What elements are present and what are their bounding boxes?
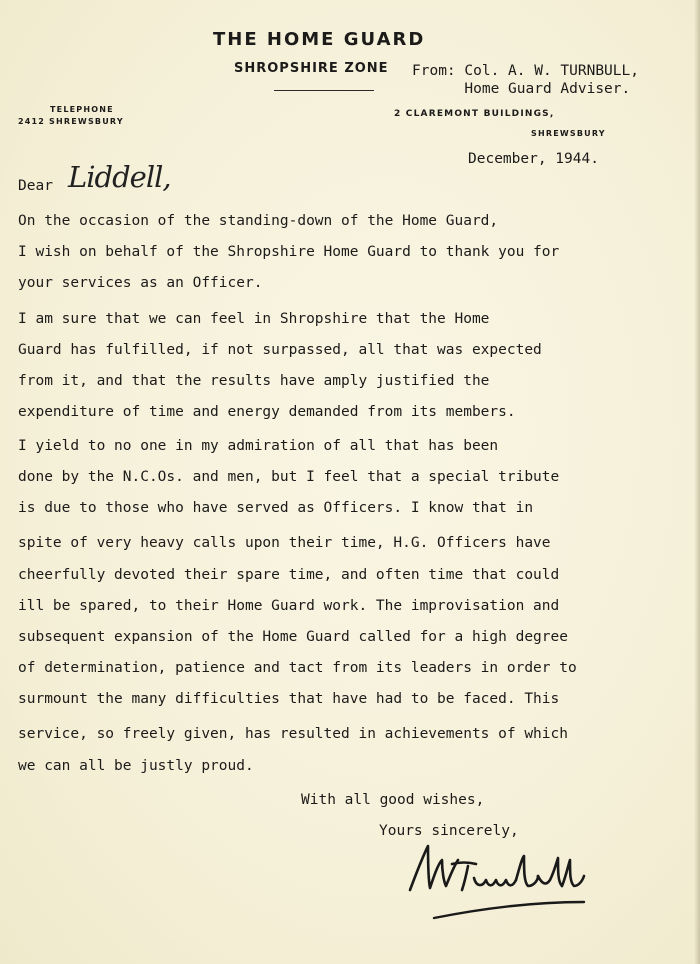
body-line: ill be spared, to their Home Guard work. The improvisation and (18, 598, 560, 614)
closing: With all good wishes, (301, 792, 485, 808)
telephone-number: 2412 SHREWSBURY (18, 117, 124, 126)
body-line: spite of very heavy calls upon their time, H.G. Officers have (18, 535, 551, 551)
letterhead-zone: SHROPSHIRE ZONE (234, 61, 389, 76)
body-line: is due to those who have served as Officers. I know that in (18, 500, 534, 516)
body-line: expenditure of time and energy demanded from its members. (18, 404, 516, 420)
letterhead-title: THE HOME GUARD (213, 29, 426, 50)
body-line: surmount the many difficulties that have had to be faced. This (18, 691, 560, 707)
body-line: I yield to no one in my admiration of all that has been (18, 438, 499, 454)
body-line: from it, and that the results have amply justified the (18, 373, 490, 389)
address-line-1: 2 CLAREMONT BUILDINGS, (394, 109, 555, 119)
body-line: we can all be justly proud. (18, 758, 254, 774)
address-line-2: SHREWSBURY (531, 129, 606, 138)
body-line: On the occasion of the standing-down of the Home Guard, (18, 213, 499, 229)
body-line: I am sure that we can feel in Shropshire that the Home (18, 311, 490, 327)
salutation-handwritten-name: Liddell, (68, 160, 171, 194)
letter-date: December, 1944. (468, 151, 599, 167)
letterhead-rule (274, 90, 374, 91)
body-line: of determination, patience and tact from its leaders in order to (18, 660, 577, 676)
body-line: your services as an Officer. (18, 275, 263, 291)
body-line: service, so freely given, has resulted in achievements of which (18, 726, 568, 742)
handwritten-signature (404, 836, 604, 926)
telephone-label: TELEPHONE (50, 105, 114, 114)
sign-off: Yours sincerely, (379, 823, 519, 839)
salutation: Dear (18, 178, 53, 194)
sender-line-1: From: Col. A. W. TURNBULL, (412, 63, 639, 79)
body-line: I wish on behalf of the Shropshire Home Guard to thank you for (18, 244, 560, 260)
body-line: subsequent expansion of the Home Guard called for a high degree (18, 629, 568, 645)
body-line: Guard has fulfilled, if not surpassed, all that was expected (18, 342, 542, 358)
sender-line-2: Home Guard Adviser. (412, 81, 631, 97)
sender-block (412, 62, 639, 98)
paper-edge-shadow (694, 0, 700, 964)
body-line: cheerfully devoted their spare time, and often time that could (18, 567, 560, 583)
body-line: done by the N.C.Os. and men, but I feel that a special tribute (18, 469, 560, 485)
